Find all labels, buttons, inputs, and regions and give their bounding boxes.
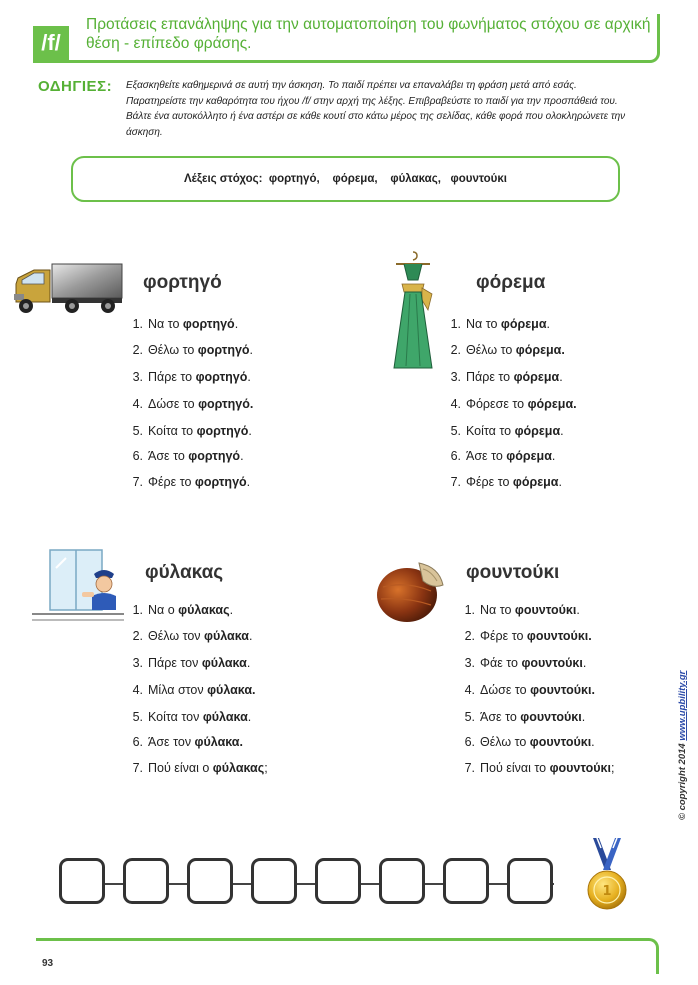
phrase-target-word: φόρεμα <box>512 475 559 489</box>
target-words-box <box>71 156 620 202</box>
phrase-target-word: φουντούκι <box>514 603 577 617</box>
phrase-item <box>443 343 565 357</box>
phrase-number: 4. <box>132 397 143 411</box>
phrase-number: 3. <box>464 656 475 670</box>
phrase-number: 7. <box>132 761 143 775</box>
phrase-punctuation: . <box>240 449 244 463</box>
phrase-text: Φόρεσε το <box>466 397 528 411</box>
phrase-item <box>457 710 585 724</box>
medal-icon <box>583 836 631 914</box>
phrase-number: 4. <box>450 397 461 411</box>
phrase-target-word: φουντούκι <box>549 761 611 775</box>
phrase-number: 3. <box>132 656 143 670</box>
phrase-target-word: φύλακα <box>204 629 249 643</box>
phrase-number: 2. <box>132 629 143 643</box>
phrase-number: 1. <box>132 317 143 331</box>
phrase-item <box>125 656 250 670</box>
phrase-punctuation: . <box>546 317 550 331</box>
phrase-target-word: φύλακας <box>212 761 265 775</box>
phrase-text: Πάρε το <box>148 370 196 384</box>
phrase-text: Να ο <box>148 603 179 617</box>
phrase-number: 2. <box>450 343 461 357</box>
phrase-item <box>125 424 252 438</box>
phrase-text: Να το <box>480 603 515 617</box>
phrase-number: 1. <box>464 603 475 617</box>
phrase-number: 1. <box>132 603 143 617</box>
instructions-line: Παρατηρείστε την καθαρότητα του ήχου /f/ στην αρχή της λέξης. Επιβραβεύστε το παιδί για την προσπάθειά του. <box>126 95 618 107</box>
phrase-text: Φέρε το <box>466 475 513 489</box>
phrase-punctuation: . <box>246 475 251 489</box>
phrase-number: 3. <box>132 370 143 384</box>
phrase-target-word: φουντούκι. <box>526 629 592 643</box>
instructions-line: άσκηση. <box>126 126 163 138</box>
phrase-item <box>443 370 563 384</box>
section-title-fountouki: φουντούκι <box>466 562 560 583</box>
phrase-item <box>125 317 238 331</box>
copyright-prefix: © copyright 2014 <box>677 740 688 820</box>
section-title-forema: φόρεμα <box>476 272 546 293</box>
phrase-text: Κοίτα το <box>148 424 197 438</box>
phoneme-badge: /f/ <box>33 26 69 60</box>
phrase-item <box>443 424 564 438</box>
section-title-fylakas: φύλακας <box>145 562 224 583</box>
phrase-target-word: φορτηγό <box>194 475 247 489</box>
sticker-box[interactable] <box>123 858 169 904</box>
phrase-text: Πάρε τον <box>148 656 202 670</box>
phrase-text: Δώσε το <box>480 683 531 697</box>
page-number: 93 <box>42 958 54 969</box>
phrase-item <box>443 397 577 411</box>
copyright-link[interactable]: www.upbility.gr <box>677 670 688 741</box>
dress-icon <box>386 250 440 374</box>
phrase-target-word: φύλακα. <box>194 735 243 749</box>
phrase-item <box>457 629 592 643</box>
phrase-number: 3. <box>450 370 461 384</box>
phrase-text: Πάρε το <box>466 370 514 384</box>
phrase-text: Θέλω το <box>466 343 516 357</box>
phrase-target-word: φουντούκι <box>529 735 592 749</box>
instructions-text <box>126 78 666 140</box>
page-title: Προτάσεις επανάληψης για την αυτοματοποίηση του φωνήματος στόχου σε αρχική θέση - επίπεδο φράσης. <box>86 16 651 52</box>
target-word: φορτηγό, <box>268 173 320 185</box>
phrase-item <box>125 449 244 463</box>
phrase-text: Άσε το <box>480 710 521 724</box>
phrase-punctuation: . <box>582 656 587 670</box>
phrase-target-word: φύλακα. <box>207 683 256 697</box>
phrase-punctuation: . <box>248 424 252 438</box>
sticker-box[interactable] <box>251 858 297 904</box>
phrase-number: 5. <box>450 424 461 438</box>
instructions-line: Βάλτε ένα αυτοκόλλητο ή ένα αστέρι σε κάθε κουτί στο κάτω μέρος της σελίδας, κάθε φορά που ολοκληρώνετε την <box>126 111 626 122</box>
phrase-item <box>443 449 555 463</box>
phrase-item <box>125 475 250 489</box>
phrase-text: Άσε το <box>466 449 507 463</box>
phrase-punctuation: . <box>247 370 251 384</box>
phrase-punctuation: . <box>247 710 252 724</box>
phrase-text: Κοίτα τον <box>148 710 203 724</box>
phrase-punctuation: . <box>581 710 586 724</box>
phrase-text: Φάε το <box>480 656 522 670</box>
phrase-number: 5. <box>132 710 143 724</box>
phrase-text: Θέλω το <box>480 735 530 749</box>
phrase-item <box>125 370 251 384</box>
phrase-text: Άσε το <box>148 449 189 463</box>
phrase-number: 2. <box>132 343 143 357</box>
phrase-text: Άσε τον <box>148 735 195 749</box>
phrase-target-word: φόρεμα <box>506 449 552 463</box>
phrase-item <box>125 629 252 643</box>
phrase-number: 4. <box>132 683 143 697</box>
phrase-item <box>443 317 550 331</box>
phrase-target-word: φορτηγό <box>197 343 250 357</box>
sticker-box[interactable] <box>443 858 489 904</box>
phrase-number: 7. <box>132 475 143 489</box>
sticker-box[interactable] <box>315 858 361 904</box>
phrase-item <box>125 683 256 697</box>
phrase-punctuation: ; <box>610 761 615 775</box>
phrase-number: 4. <box>464 683 475 697</box>
footer-frame <box>36 938 659 974</box>
phrase-text: Να το <box>466 317 501 331</box>
phrase-item <box>457 761 614 775</box>
phrase-target-word: φόρεμα <box>500 317 547 331</box>
target-word: φύλακας, <box>390 173 441 185</box>
phrase-punctuation: . <box>576 603 580 617</box>
phrase-target-word: φύλακας <box>178 603 230 617</box>
sticker-box[interactable] <box>187 858 233 904</box>
phrase-punctuation: . <box>558 475 562 489</box>
phrase-punctuation: . <box>229 603 234 617</box>
phrase-target-word: φύλακα <box>201 656 247 670</box>
phrase-item <box>125 761 268 775</box>
target-word: φουντούκι <box>450 173 507 185</box>
phrase-number: 7. <box>450 475 461 489</box>
phrase-punctuation: . <box>246 656 251 670</box>
phrase-number: 2. <box>464 629 475 643</box>
phrase-target-word: φόρεμα. <box>515 343 565 357</box>
phrase-target-word: φορτηγό <box>195 370 248 384</box>
phrase-target-word: φουντούκι <box>521 656 583 670</box>
phrase-item <box>457 735 595 749</box>
phrase-number: 6. <box>132 735 143 749</box>
phrase-target-word: φύλακα <box>202 710 248 724</box>
phrase-number: 5. <box>464 710 475 724</box>
phrase-punctuation: . <box>591 735 595 749</box>
phrase-punctuation: . <box>234 317 239 331</box>
guard-icon <box>32 548 124 624</box>
phrase-number: 5. <box>132 424 143 438</box>
phrase-text: Θέλω το <box>148 343 198 357</box>
phrase-target-word: φορτηγό <box>188 449 241 463</box>
phrase-target-word: φόρεμα. <box>527 397 577 411</box>
phrase-target-word: φουντούκι <box>520 710 582 724</box>
phrase-item <box>457 603 580 617</box>
phrase-text: Φέρε το <box>480 629 527 643</box>
svg-text:1: 1 <box>602 884 612 899</box>
phrase-item <box>457 656 586 670</box>
phrase-punctuation: . <box>551 449 556 463</box>
phrase-text: Πού είναι το <box>480 761 550 775</box>
phrase-target-word: φορτηγό <box>182 317 235 331</box>
phrase-punctuation: . <box>559 370 563 384</box>
phrase-text: Δώσε το <box>148 397 199 411</box>
sticker-box[interactable] <box>507 858 553 904</box>
sticker-box[interactable] <box>59 858 105 904</box>
phrase-number: 6. <box>464 735 475 749</box>
phrase-target-word: φορτηγό <box>196 424 249 438</box>
phrase-item <box>443 475 562 489</box>
instructions-label: ΟΔΗΓΙΕΣ: <box>38 78 113 95</box>
phrase-text: Να το <box>148 317 183 331</box>
phrase-number: 1. <box>450 317 461 331</box>
phrase-text: Θέλω τον <box>148 629 205 643</box>
phrase-item <box>457 683 595 697</box>
hazelnut-icon <box>375 555 447 625</box>
phrase-target-word: φουντούκι. <box>530 683 595 697</box>
phrase-item <box>125 343 253 357</box>
phrase-number: 6. <box>132 449 143 463</box>
phrase-punctuation: . <box>560 424 564 438</box>
phrase-item <box>125 397 253 411</box>
phrase-item <box>125 710 251 724</box>
section-title-fortigo: φορτηγό <box>143 272 222 293</box>
phrase-target-word: φόρεμα <box>514 424 561 438</box>
phrase-text: Μίλα στον <box>148 683 208 697</box>
truck-icon <box>12 258 124 318</box>
sticker-box[interactable] <box>379 858 425 904</box>
instructions-line: Εξασκηθείτε καθημερινά σε αυτή την άσκηση. Το παιδί πρέπει να επαναλάβει τη φράση μετά από εσάς. <box>126 80 577 91</box>
copyright-text <box>677 671 688 820</box>
phrase-text: Κοίτα το <box>466 424 515 438</box>
target-words-label: Λέξεις στόχος: <box>184 173 263 185</box>
phrase-number: 7. <box>464 761 475 775</box>
phrase-punctuation: . <box>248 629 253 643</box>
phrase-target-word: φορτηγό. <box>198 397 254 411</box>
phrase-item <box>125 603 233 617</box>
target-word: φόρεμα, <box>332 173 378 185</box>
phrase-punctuation: ; <box>264 761 268 775</box>
phrase-text: Φέρε το <box>148 475 195 489</box>
phrase-punctuation: . <box>249 343 254 357</box>
phrase-number: 6. <box>450 449 461 463</box>
phrase-item <box>125 735 243 749</box>
phrase-target-word: φόρεμα <box>513 370 560 384</box>
phrase-text: Πού είναι ο <box>148 761 213 775</box>
